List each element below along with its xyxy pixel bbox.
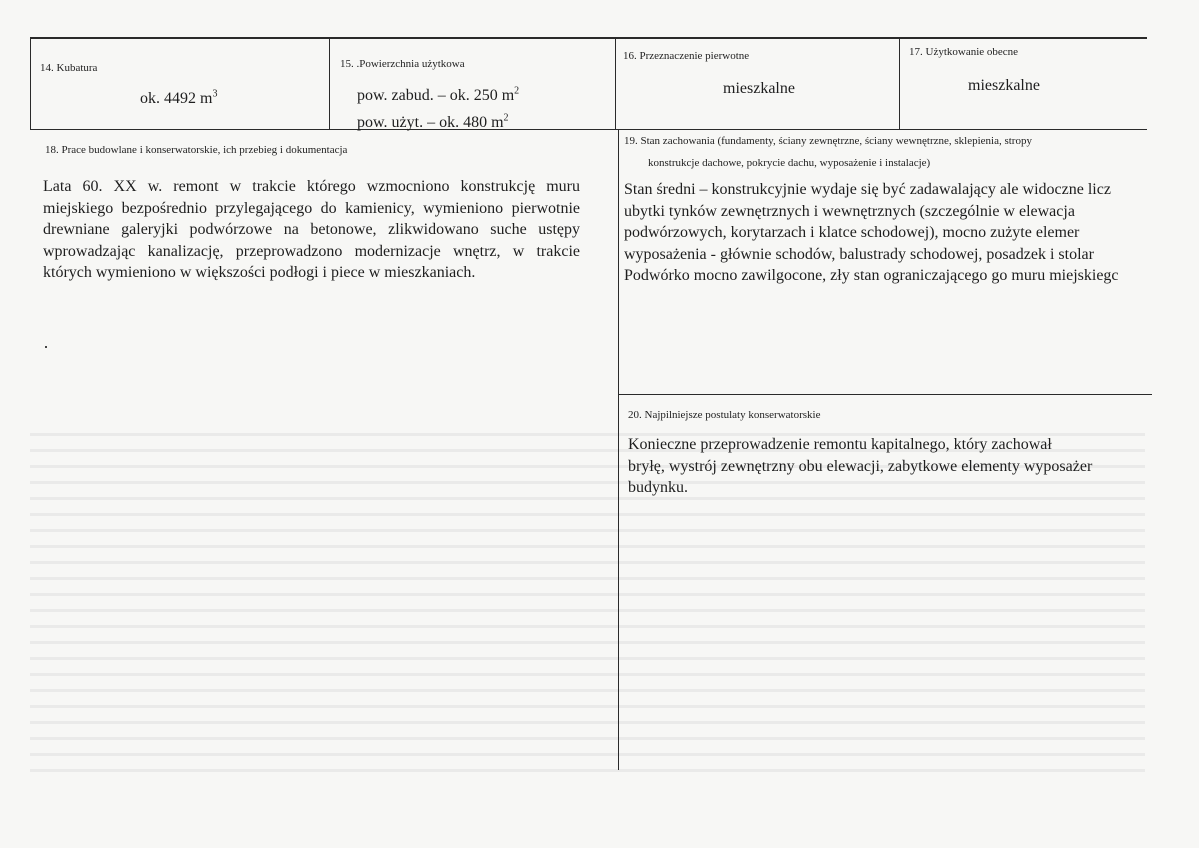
stan-line: Podwórko mocno zawilgocone, zły stan ograniczającego go muru miejskiegc (624, 267, 1119, 284)
prace-text: Lata 60. XX w. remont w trakcie którego wzmocniono konstrukcję muru miejskiego bezpośrednio przylegającego do kamienicy, wymieniono pierwotnie drewniane galeryjki podwórzowe na betonowe, zlikwidowano suche ustępy wprowadzając kanalizację, przeprowadzono modernizacje wnętrz, w trakcie których wymieniono w większości podłogi i piece w mieszkaniach. (43, 178, 580, 281)
stan-line: wyposażenia - głównie schodów, balustrady schodowej, posadzek i stolar (624, 245, 1094, 263)
uzytkowanie-label: 17. Użytkowanie obecne (909, 46, 1019, 58)
stan-line: ubytki tynków zewnętrznych i wewnętrznych (szczególnie w elewacja (624, 202, 1075, 220)
powierzchnia-zabudowy: pow. zabud. – ok. 250 $m^2$ (357, 85, 520, 104)
przeznaczenie-value: mieszkalne (723, 80, 795, 97)
przeznaczenie-label: 16. Przeznaczenie pierwotne (623, 50, 750, 62)
uzytkowanie-value: mieszkalne (968, 77, 1040, 94)
main-vertical-divider (618, 129, 619, 770)
stan-label-line2: konstrukcje dachowe, pokrycie dachu, wyposażenie i instalacje) (648, 157, 931, 169)
stan-label-line1: 19. Stan zachowania (fundamenty, ściany zewnętrzne, ściany wewnętrzne, sklepienia, stropy (624, 135, 1032, 147)
section-divider-19-20 (619, 394, 1152, 395)
postulaty-line: budynku. (628, 479, 688, 496)
postulaty-line: Konieczne przeprowadzenie remontu kapitalnego, który zachował (628, 436, 1052, 453)
prace-label: 18. Prace budowlane i konserwatorskie, ich przebieg i dokumentacja (45, 144, 348, 156)
col-divider-3 (899, 37, 900, 130)
postulaty-text (628, 434, 1152, 499)
stan-text (624, 179, 1152, 287)
kubatura-label: 14. Kubatura (40, 62, 98, 74)
powierzchnia-uzytkowa: pow. użyt. – ok. 480 $m^2$ (357, 112, 509, 131)
left-border (30, 37, 31, 130)
col-divider-1 (329, 37, 330, 130)
top-border (30, 37, 1147, 39)
powierzchnia-label: 15. .Powierzchnia użytkowa (340, 58, 465, 70)
stray-dot (45, 346, 47, 348)
postulaty-label: 20. Najpilniejsze postulaty konserwatorskie (628, 409, 821, 421)
col-divider-2 (615, 37, 616, 130)
stan-line: Stan średni – konstrukcyjnie wydaje się być zadawalający ale widoczne licz (624, 181, 1111, 198)
postulaty-line: bryłę, wystrój zewnętrzny obu elewacji, zabytkowe elementy wyposażer (628, 457, 1093, 475)
kubatura-value: ok. 4492 $m^3$ (140, 88, 218, 107)
row-divider (30, 129, 1147, 130)
stan-line: podwórzowych, korytarzach i klatce schodowej), mocno zużyte elemer (624, 224, 1080, 241)
